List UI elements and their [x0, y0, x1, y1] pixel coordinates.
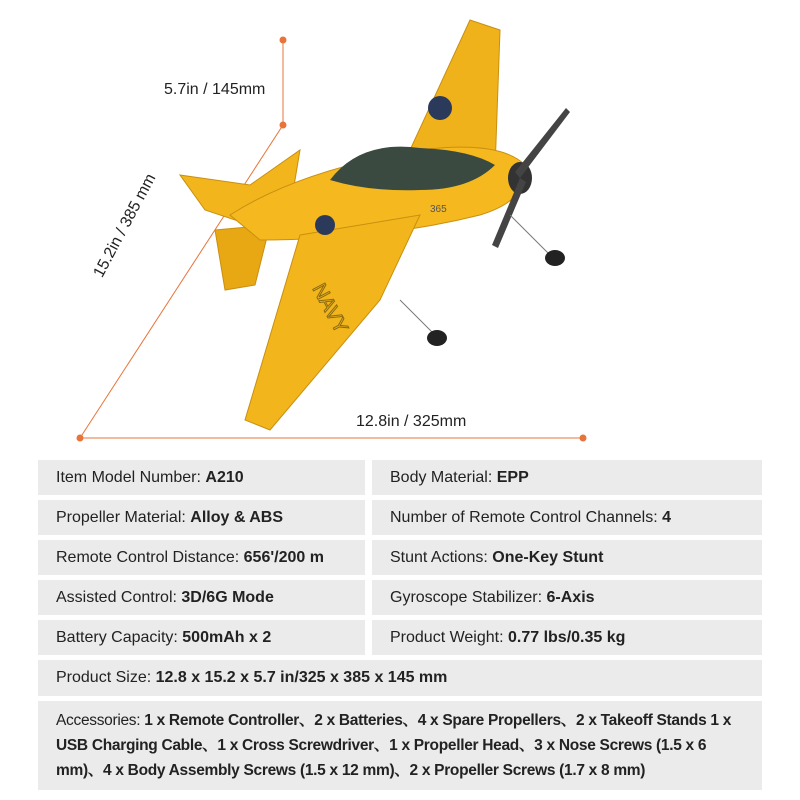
accessories-value: 1 x Remote Controller、2 x Batteries、4 x Spare Propellers、2 x Takeoff Stands 1 x USB Charging Cable、1 x Cross Screwdriver、1 x Propeller Head、3 x Nose Screws (1.5 x 6 mm)、4 x Body Assembly Screws (1.5 x 12 mm)、2 x Propeller Screws (1.7 x 8 mm) — [56, 712, 732, 779]
accessories-cell — [38, 701, 762, 790]
spec-value: A210 — [205, 469, 244, 486]
height-dimension-label: 5.7in / 145mm — [164, 81, 266, 98]
spec-cell — [372, 620, 762, 655]
spec-value: 4 — [662, 509, 672, 526]
spec-value: 500mAh x 2 — [182, 629, 272, 646]
spec-label: Product Size: — [56, 669, 156, 686]
length-dimension-label: 15.2in / 385 mm — [90, 171, 160, 281]
wingspan-dimension-label: 12.8in / 325mm — [356, 413, 467, 430]
spec-cell — [38, 540, 365, 575]
spec-label: Item Model Number: — [56, 469, 206, 486]
spec-label: Battery Capacity: — [56, 629, 183, 646]
spec-label: Assisted Control: — [56, 589, 182, 606]
spec-cell — [38, 620, 365, 655]
spec-cell — [38, 500, 365, 535]
spec-cell — [372, 540, 762, 575]
spec-value: 656'/200 m — [243, 549, 324, 566]
spec-cell — [38, 460, 365, 495]
navy-marking: NAVY — [307, 280, 352, 338]
spec-value: 6-Axis — [546, 589, 595, 606]
spec-label: Gyroscope Stabilizer: — [390, 589, 547, 606]
spec-label: Body Material: — [390, 469, 497, 486]
spec-label: Stunt Actions: — [390, 549, 493, 566]
spec-label: Number of Remote Control Channels: — [390, 509, 663, 526]
spec-cell — [372, 500, 762, 535]
spec-value: One-Key Stunt — [492, 549, 604, 566]
spec-cell — [372, 580, 762, 615]
spec-label: Product Weight: — [390, 629, 508, 646]
spec-label: Propeller Material: — [56, 509, 191, 526]
spec-label: Remote Control Distance: — [56, 549, 244, 566]
spec-value: 12.8 x 15.2 x 5.7 in/325 x 385 x 145 mm — [155, 669, 448, 686]
spec-cell — [38, 580, 365, 615]
accessories-label: Accessories: — [56, 712, 145, 729]
spec-value: 3D/6G Mode — [181, 589, 274, 606]
spec-value: Alloy & ABS — [190, 509, 284, 526]
spec-value: 0.77 lbs/0.35 kg — [507, 629, 626, 646]
spec-cell — [38, 660, 762, 696]
spec-cell — [372, 460, 762, 495]
plane-number: 365 — [430, 204, 447, 215]
spec-value: EPP — [496, 469, 529, 486]
